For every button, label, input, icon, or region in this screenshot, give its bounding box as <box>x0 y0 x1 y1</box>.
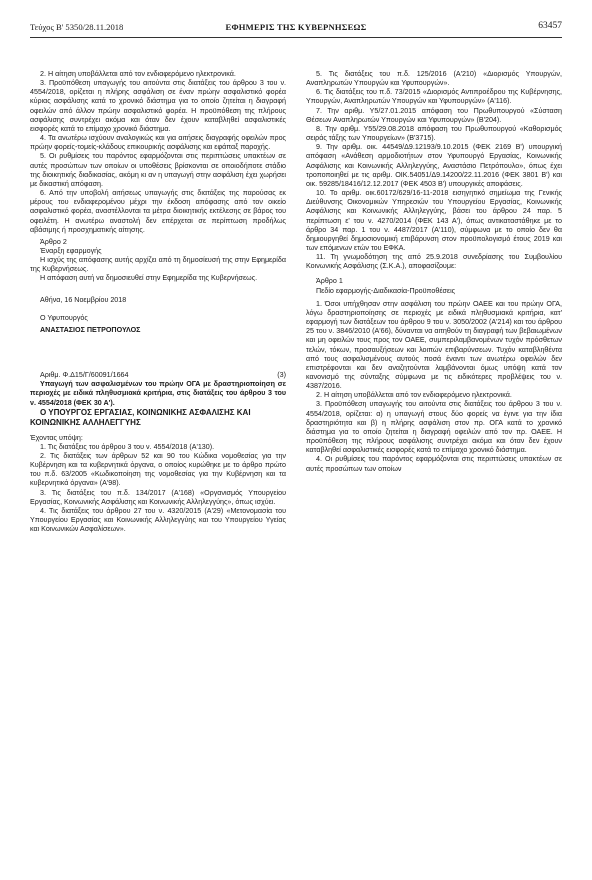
paragraph: 10. Το αριθμ. οικ.60172/629/16-11-2018 εισηγητικό σημείωμα της Γενικής Διεύθυνσης Οικονομικών Υπηρεσιών του Υπουργείου Εργασίας, Κοινωνικής Ασφάλισης και Κοινωνικής Αλληλεγγύης, βάσει του άρθρου 24 παρ. 5 περίπτωση ε' του ν. 4270/2014 (ΦΕΚ 143 Α'), όπως αντικαταστάθηκε με το άρθρο 34 παρ. 1 του ν. 4487/2017 (Α'110), σύμφωνα με το οποίο δεν θα δημιουργηθεί δημοσιονομική επιβάρυνση στον προϋπολογισμό έτους 2019 και των επόμενων ετών του ΕΦΚΑ. <box>306 189 562 252</box>
paragraph: 4. Τις διατάξεις του άρθρου 27 του ν. 4320/2015 (Α'29) «Μετονομασία του Υπουργείου Εργασίας και Κοινωνικής Αλληλεγγύης και του Υπουργείου Υγείας και Κοινωνικών Ασφαλίσεων». <box>30 506 286 534</box>
paragraph: 8. Την αριθμ. Υ55/29.08.2018 απόφαση του Πρωθυπουργού «Καθορισμός σειράς τάξης των Υπουργείων» (Β'3715). <box>306 124 562 143</box>
paragraph: 11. Τη γνωμοδότηση της από 25.9.2018 συνεδρίασης του Συμβουλίου Κοινωνικής Ασφάλισης (Σ.Κ.Α.), αποφασίζουμε: <box>306 253 562 271</box>
paragraph: 1. Όσοι υπήχθησαν στην ασφάλιση του πρώην ΟΑΕΕ και του πρώην ΟΓΑ, λόγω δραστηριοποίησης σε περιοχές με ειδικά πληθυσμιακά κριτήρια, κατ' εφαρμογή των διατάξεων του άρθρου 9 του ν. 3050/2002 (Α'214) και του άρθρου 25 του ν. 3846/2010 (Α'66), δύνανται να αιτηθούν τη διαγραφή των βεβαιωμένων και μη οφειλών τους προς τον ΟΑΕΕ, συμπεριλαμβανομένων τυχόν πρόσθετων τελών, τόκων, προσαυξήσεων και λοιπών επιβαρύνσεων. Τυχόν καταβληθέντα από τους ασφαλισμένους αυτούς ποσά έναντι των ανωτέρω οφειλών δεν επιστρέφονται και δεν αναζητούνται λαμβάνονται όμως υπόψη κατά τον κανονισμό της σύνταξης σύμφωνα με τις ειδικότερες προβλέψεις του ν. 4387/2016. <box>306 299 562 391</box>
paragraph: 1. Τις διατάξεις του άρθρου 3 του ν. 4554/2018 (Α'130). <box>40 442 215 451</box>
paragraph: Η απόφαση αυτή να δημοσιευθεί στην Εφημερίδα της Κυβερνήσεως. <box>40 274 258 283</box>
ministry-heading: Ο ΥΠΟΥΡΓΟΣ ΕΡΓΑΣΙΑΣ, ΚΟΙΝΩΝΙΚΗΣ ΑΣΦΑΛΙΣΗΣ ΚΑΙ ΚΟΙΝΩΝΙΚΗΣ ΑΛΛΗΛΕΓΓΥΗΣ <box>30 407 251 427</box>
paragraph: 5. Τις διατάξεις του π.δ. 125/2016 (Α'210) «Διορισμός Υπουργών, Αναπληρωτών Υπουργών και Υφυπουργών». <box>306 70 562 88</box>
paragraph: 3. Προϋπόθεση υπαγωγής του αιτούντα στις διατάξεις του άρθρου 3 του ν. 4554/2018, ορίζεται η πλήρης ασφάλιση σε έναν πρώην ασφαλιστικό φορέα κύριας ασφάλισης κατά το χρονικό διάστημα για το οποίο ζητείται η διαγραφή οφειλών από άλλον πρώην ασφαλιστικό φορέα. Η προϋπόθεση της πλήρους ασφάλισης συντρέχει ακόμα και όταν δεν έχουν καταβληθεί ασφαλιστικές εισφορές κατά το επίμαχο χρονικό διάστημα. <box>30 79 286 133</box>
gazette-title: ΕΦΗΜΕΡΙΣ ΤΗΣ ΚΥΒΕΡΝΗΣΕΩΣ <box>225 22 367 32</box>
page-number: 63457 <box>538 21 562 31</box>
paragraph: 5. Οι ρυθμίσεις του παρόντος εφαρμόζονται στις περιπτώσεις υπακτέων σε αυτές προσώπων των οποίων οι υποθέσεις βρίσκονται σε οποιοδήποτε στάδιο της διοικητικής διαδικασίας, ακόμη κι αν η υπαγωγή στην ασφάλιση έχει χωρήσει με δικαστική απόφαση. <box>30 152 286 188</box>
article-number: Άρθρο 1 <box>316 277 343 286</box>
article-title: Πεδίο εφαρμογής-Διαδικασία-Προϋποθέσεις <box>316 286 456 295</box>
page-header <box>30 22 562 36</box>
reference-index: (3) <box>277 371 286 380</box>
paragraph: 4. Οι ρυθμίσεις του παρόντος εφαρμόζονται στις περιπτώσεις υπακτέων σε αυτές προσώπων των οποίων <box>306 455 562 473</box>
paragraph: 2. Η αίτηση υποβάλλεται από τον ενδιαφερόμενο ηλεκτρονικά. <box>316 391 512 400</box>
article-number: Άρθρο 2 <box>40 237 67 246</box>
header-rule <box>30 37 562 38</box>
left-column <box>30 70 286 534</box>
paragraph: 6. Τις διατάξεις του π.δ. 73/2015 «Διορισμός Αντιπροέδρου της Κυβέρνησης, Υπουργών, Αναπληρωτών Υπουργών και Υφυπουργών» (Α'116). <box>306 88 562 106</box>
paragraph: 7. Την αριθμ. Υ5/27.01.2015 απόφαση του Πρωθυπουργού «Σύσταση Θέσεων Αναπληρωτών Υπουργών και Υφυπουργών» (Β'204). <box>306 106 562 124</box>
paragraph: 3. Τις διατάξεις του π.δ. 134/2017 (Α'168) «Οργανισμός Υπουργείου Εργασίας, Κοινωνικής Ασφάλισης και Κοινωνικής Αλληλεγγύης», όπως ισχύει. <box>30 488 286 506</box>
having-regard: Έχοντας υπόψη: <box>30 433 83 442</box>
paragraph: 2. Τις διατάξεις των άρθρων 52 και 90 του Κώδικα νομοθεσίας για την Κυβέρνηση και τα κυβερνητικά όργανα, ο οποίος κυρώθηκε με το άρθρο πρώτο του π.δ. 63/2005 «Κωδικοποίηση της νομοθεσίας για την Κυβέρνηση και τα κυβερνητικά όργανα» (Α'98). <box>30 452 286 488</box>
minister-name: ΑΝΑΣΤΑΣΙΟΣ ΠΕΤΡΟΠΟΥΛΟΣ <box>40 325 141 334</box>
minister-title: Ο Υφυπουργός <box>40 313 88 322</box>
issue-label: Τεύχος Β' 5350/28.11.2018 <box>30 22 124 32</box>
paragraph: 3. Προϋπόθεση υπαγωγής του αιτούντα στις διατάξεις του άρθρου 3 του ν. 4554/2018, ορίζεται: α) η υπαγωγή στους δύο φορείς να έγινε για την ίδια δραστηριότητα και β) η πλήρης ασφάλιση στον πρ. ΟΓΑ κατά το χρονικό διάστημα για το οποίο ζητείται η διαγραφή οφειλών από τον πρ. ΟΑΕΕ. Η προϋπόθεση της πλήρους ασφάλισης συντρέχει ακόμα και όταν δεν έχουν καταβληθεί ασφαλιστικές εισφορές κατά το επίμαχο χρονικό διάστημα. <box>306 400 562 455</box>
signing-date: Αθήνα, 16 Νοεμβρίου 2018 <box>40 295 127 304</box>
decision-reference <box>30 371 286 380</box>
paragraph: 2. Η αίτηση υποβάλλεται από τον ενδιαφερόμενο ηλεκτρονικά. <box>40 70 236 78</box>
paragraph: 9. Την αριθμ. οικ. 44549/Δ9.12193/9.10.2015 (ΦΕΚ 2169 Β') υπουργική απόφαση «Ανάθεση αρμοδιοτήτων στον Υφυπουργό Εργασίας, Κοινωνικής Ασφάλισης και Κοινωνικής Αλληλεγγύης, Αναστάσιο Πετρόπουλο», όπως έχει τροποποιηθεί με τις αριθμ. ΟΙΚ.54051/Δ9.14200/22.11.2016 (ΦΕΚ 3801 Β') και οικ. 59285/18416/12.12.2017 (ΦΕΚ 4503 Β') υπουργικές αποφάσεις. <box>306 143 562 188</box>
paragraph: Η ισχύς της απόφασης αυτής αρχίζει από τη δημοσίευσή της στην Εφημερίδα της Κυβερνήσεως. <box>30 256 286 274</box>
decision-title: Υπαγωγή των ασφαλισμένων του πρώην ΟΓΑ με δραστηριοποίηση σε περιοχές με ειδικά πληθυσμιακά κριτήρια, στις διατάξεις του άρθρου 3 του ν. 4554/2018 (ΦΕΚ 30 Α'). <box>30 380 286 407</box>
right-column <box>306 70 562 474</box>
paragraph: 6. Από την υποβολή αιτήσεως υπαγωγής στις διατάξεις της παρούσας εκ μέρους του ενδιαφερομένου μέχρι την έκδοση απόφασης από τον οικείο ασφαλιστικό φορέα, αναστέλλονται τα μέτρα διοικητικής εκτέλεσης σε βάρος του οφειλέτη. Η ανωτέρω αναστολή δεν επέρχεται σε περίπτωση προδήλως αβάσιμης ή προσχηματικής αίτησης. <box>30 189 286 234</box>
paragraph: 4. Τα ανωτέρω ισχύουν αναλογικώς και για αιτήσεις διαγραφής οφειλών προς πρώην φορείς-τομείς-κλάδους επικουρικής ασφάλισης και εφάπαξ παροχής. <box>30 134 286 152</box>
reference-number: Αριθμ. Φ.Δ15/Γ/60091/1664 <box>40 371 129 380</box>
article-title: Έναρξη εφαρμογής <box>40 246 102 255</box>
